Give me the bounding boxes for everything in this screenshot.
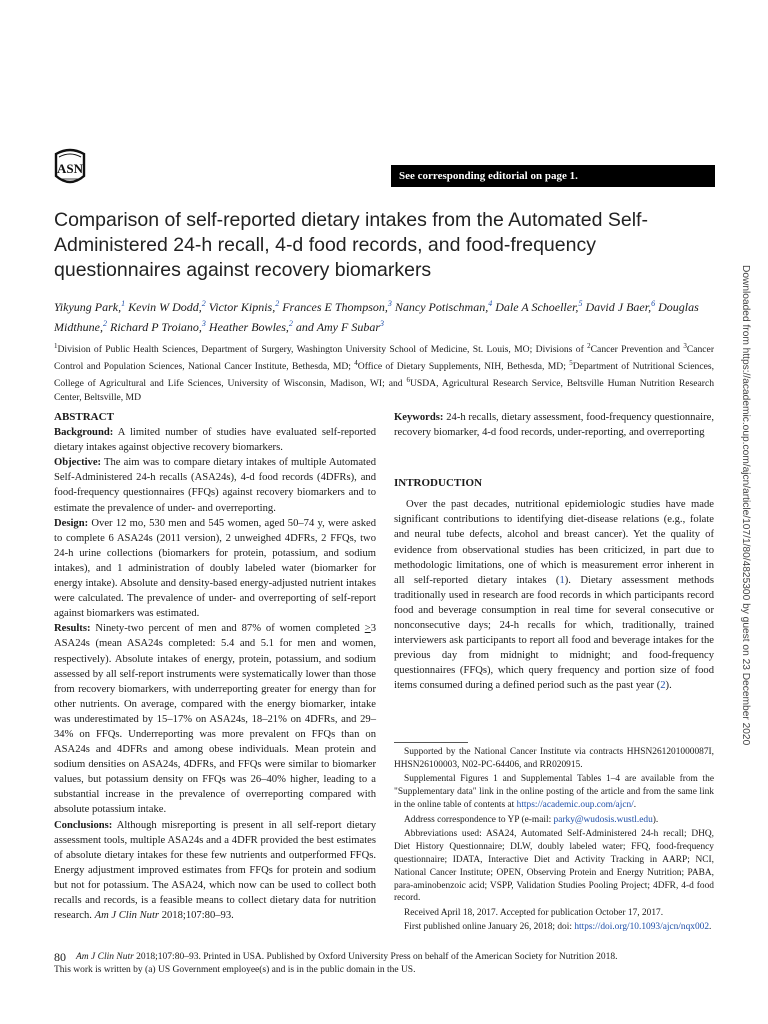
author-name: Dale A Schoeller, bbox=[492, 300, 579, 314]
author-affiliation-sup[interactable]: 4 bbox=[488, 299, 493, 308]
footnote-supplemental: Supplemental Figures 1 and Supplemental Tables 1–4 are available from the "Supplementary data" link in the online posting of the article and from the same link in the online table of contents at https://academic.oup.com/ajcn/. bbox=[394, 774, 714, 811]
author-affiliation-sup[interactable]: 2 bbox=[288, 318, 293, 328]
abstract-column bbox=[54, 410, 376, 923]
author-affiliation-sup[interactable]: 3 bbox=[201, 318, 206, 328]
author-affiliation-sup[interactable]: 6 bbox=[651, 299, 656, 308]
author-affiliation-sup[interactable]: 2 bbox=[103, 318, 107, 328]
author-name: Frances E Thompson, bbox=[279, 300, 388, 314]
affil-text: USDA, Agricultural Research Service, Beltsville Human Nutrition Research Center, Beltsville, MD bbox=[54, 378, 714, 403]
reference-link-1[interactable]: 1 bbox=[559, 574, 565, 586]
footer-public-domain: This work is written by (a) US Government employee(s) and is in the public domain in the US. bbox=[54, 964, 416, 975]
article-title: Comparison of self-reported dietary intakes from the Automated Self-Administered 24-h recall, 4-d food records, and food-frequency questionnaires against recovery biomarkers bbox=[54, 209, 648, 281]
affil-sup: 3 bbox=[683, 342, 687, 350]
author-affiliation-sup[interactable]: 5 bbox=[578, 299, 583, 308]
footnote-abbreviations: Abbreviations used: ASA24, Automated Self-Administered 24-h recall; DHQ, Diet History Questionnaire; DLW, doubly labeled water; FFQ, food-frequency questionnaire; IDATA, Interactive Diet and Activity Tracking in AARP; NCI, National Cancer Institute; OPEN, Observing Protein and Energy Nutrition; PABA, para-aminobenzoic acid; VSPP, Validation Studies Pooling Project; 4DFR, 4-d food record. bbox=[394, 828, 714, 904]
introduction-heading: INTRODUCTION bbox=[394, 477, 483, 490]
author-name: Richard P Troiano, bbox=[107, 319, 202, 334]
supplemental-link[interactable]: https://academic.oup.com/ajcn/ bbox=[516, 800, 634, 811]
email-link[interactable]: parky@wudosis.wustl.edu bbox=[553, 814, 653, 825]
author-name: Douglas Midthune, bbox=[54, 300, 699, 334]
footnote-supported: Supported by the National Cancer Institute via contracts HHSN261201000087I, HHSN26100003, N02-PC-64406, and RR020915. bbox=[394, 747, 714, 770]
author-affiliation-sup[interactable]: 2 bbox=[275, 299, 280, 308]
author-name: and Amy F Subar bbox=[292, 319, 381, 334]
abstract-results: Results: Ninety-two percent of men and 87% of women completed >3 ASA24s (mean ASA24s completed: 5.4 and 5.1 for men and women, respectively). Absolute intakes of energy, protein, potassium, and sodium assessed by all self-report instruments were systematically lower than those from recovery biomarkers, with underreporting greater for energy than for other nutrients. On average, compared with the energy biomarker, intake was underestimated by 15–17% on ASA24s, 18–21% on 4DFRs, and 29–34% on FFQs. Underreporting was more prevalent on FFQs than on ASA24s and 4DFRs and among obese individuals. Mean protein and sodium densities on ASA24s, 4DFRs, and FFQs were similar to biomarker values, but potassium density on FFQs was 26–40% higher, leading to a substantial increase in the prevalence of overreporting compared with absolute potassium intake. bbox=[54, 623, 376, 816]
author-affiliation-sup[interactable]: 3 bbox=[387, 299, 392, 308]
affil-sup: 2 bbox=[587, 342, 591, 350]
author-name: David J Baer, bbox=[582, 300, 652, 314]
reference-link-2[interactable]: 2 bbox=[660, 680, 666, 692]
author-name: Victor Kipnis, bbox=[205, 300, 276, 314]
introduction-paragraph: Over the past decades, nutritional epidemiologic studies have made significant contributions to identifying diet-disease relations (e.g., folate and neural tube defects, alcohol and breast cancer). Yet the quality of evidence from observational studies has been criticized, in part due to methodologic limitations, one of which is measurement error inherent in all self-reported dietary intakes (1). Dietary assessment methods traditionally used in research are food records in which participants record food and beverage consumption in real time for several consecutive or nonconsecutive days; 24-h recalls for which, traditionally, trained interviewers ask participants to report all food and beverage intakes for the previous day from midnight to midnight; and food-frequency questionnaires (FFQs), which query frequency and portion size of food items consumed during a defined period such as the past year (2). bbox=[394, 499, 714, 692]
affil-text: Cancer Control and Population Sciences, National Cancer Institute, Bethesda, MD; bbox=[54, 344, 715, 373]
abstract-design: Design: Over 12 mo, 530 men and 545 women, aged 50–74 y, were asked to complete 6 ASA24s (2011 version), 2 unweighed 4DFRs, 2 FFQs, two 24-h urine collections (biomarkers for protein, potassium, and sodium intakes), and 1 administration of doubly labeled water (biomarker for energy intake). Absolute and density-based energy-adjusted nutrient intakes were calculated. The prevalence of under- and overreporting of self-report against biomarkers was estimated. bbox=[54, 517, 376, 620]
author-name: Kevin W Dodd, bbox=[125, 300, 202, 314]
right-column bbox=[394, 410, 714, 694]
affil-sup: 4 bbox=[354, 358, 358, 367]
affil-text: Office of Dietary Supplements, NIH, Bethesda, MD; bbox=[357, 361, 570, 373]
footnote-published: First published online January 26, 2018; doi: https://doi.org/10.1093/ajcn/nqx002. bbox=[404, 922, 712, 933]
footnote-received: Received April 18, 2017. Accepted for publication October 17, 2017. bbox=[404, 907, 664, 918]
editorial-banner[interactable] bbox=[391, 165, 715, 187]
footer-citation: Am J Clin Nutr 2018;107:80–93. Printed in USA. Published by Oxford University Press on behalf of the American Society for Nutrition 2018. bbox=[76, 952, 618, 962]
affil-text: Cancer Prevention and bbox=[590, 344, 684, 356]
footnote-divider bbox=[394, 742, 468, 743]
page-number: 80 bbox=[54, 950, 66, 964]
page-footer bbox=[54, 951, 716, 977]
asn-logo bbox=[52, 148, 88, 188]
keywords: Keywords: 24-h recalls, dietary assessment, food-frequency questionnaire, recovery biomarker, 4-d food records, under-reporting, and overreporting bbox=[394, 412, 714, 439]
affil-sup: 1 bbox=[54, 342, 58, 350]
affiliations bbox=[54, 340, 714, 405]
abstract-objective: Objective: The aim was to compare dietary intakes of multiple Automated Self-Administered 24-h recalls (ASA24s), 4-d food records (4DFRs), and food-frequency questionnaires (FFQs) against recovery biomarkers and to estimate the prevalence of under- and overreporting. bbox=[54, 457, 376, 514]
author-list bbox=[54, 296, 714, 335]
affil-text: Division of Public Health Sciences, Department of Surgery, Washington University School of Medicine, St. Louis, MO; Divisions of bbox=[57, 344, 588, 356]
author-affiliation-sup[interactable]: 1 bbox=[121, 299, 126, 308]
footnote-address: Address correspondence to YP (e-mail: parky@wudosis.wustl.edu). bbox=[404, 814, 659, 825]
svg-text:ASN: ASN bbox=[56, 161, 84, 176]
editorial-banner-text: See corresponding editorial on page 1. bbox=[399, 170, 578, 182]
affil-sup: 5 bbox=[569, 358, 573, 367]
footnotes bbox=[394, 746, 714, 936]
download-notice: Downloaded from https://academic.oup.com/ajcn/article/107/1/80/4825300 by guest on 23 December 2020 bbox=[740, 265, 751, 746]
author-name: Yikyung Park, bbox=[54, 300, 122, 314]
author-affiliation-sup[interactable]: 2 bbox=[201, 299, 206, 308]
doi-link[interactable]: https://doi.org/10.1093/ajcn/nqx002 bbox=[574, 922, 710, 933]
affil-sup: 6 bbox=[406, 375, 410, 384]
author-name: Nancy Potischman, bbox=[391, 300, 489, 314]
author-name: Heather Bowles, bbox=[205, 319, 289, 334]
abstract-heading: ABSTRACT bbox=[54, 411, 114, 423]
affil-text: Department of Nutritional Sciences, College of Agricultural and Life Sciences, University of Wisconsin, Madison, WI; and bbox=[54, 361, 714, 390]
author-affiliation-sup[interactable]: 3 bbox=[380, 318, 385, 328]
abstract-background: Background: A limited number of studies have evaluated self-reported dietary intakes against objective recovery biomarkers. bbox=[54, 427, 376, 454]
abstract-conclusions: Conclusions: Although misreporting is present in all self-report dietary assessment tools, multiple ASA24s and a 4DFR provided the best estimates of absolute dietary intakes for these few nutrients and outperformed FFQs. Energy adjustment improved estimates from FFQs for protein and sodium but not for potassium. The ASA24, which now can be used to collect both recalls and records, is a feasible means to collect dietary data for nutrition research. Am J Clin Nutr 2018;107:80–93. bbox=[54, 819, 376, 922]
